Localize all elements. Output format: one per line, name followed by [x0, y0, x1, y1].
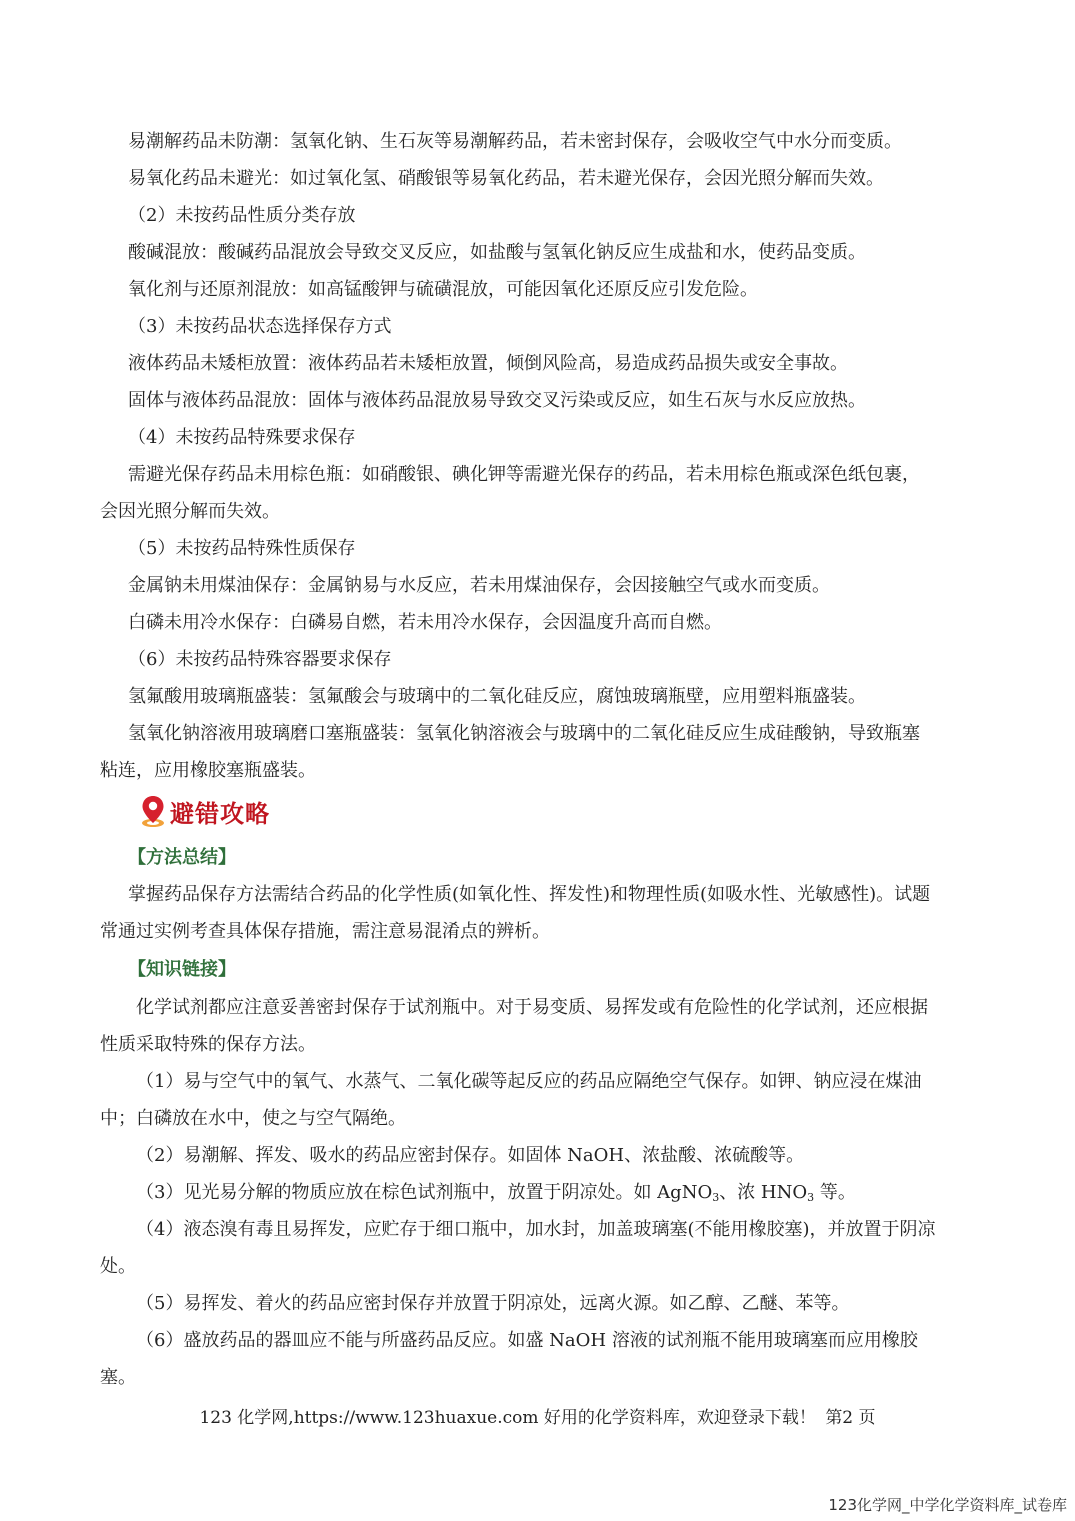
subscript: 3	[807, 1191, 815, 1204]
text-line: 中；白磷放在水中，使之与空气隔绝。	[100, 1108, 406, 1129]
text-line: 易氧化药品未避光：如过氧化氢、硝酸银等易氧化药品，若未避光保存，会因光照分解而失效。	[128, 168, 884, 189]
text-span: 、浓 HNO	[719, 1182, 808, 1203]
text-line: 氢氟酸用玻璃瓶盛装：氢氟酸会与玻璃中的二氧化硅反应，腐蚀玻璃瓶壁，应用塑料瓶盛装。	[128, 686, 866, 707]
text-line	[136, 1181, 856, 1210]
text-line: 塞。	[100, 1367, 136, 1388]
subheading: （4）未按药品特殊要求保存	[128, 427, 356, 448]
text-line: 氧化剂与还原剂混放：如高锰酸钾与硫磺混放，可能因氧化还原反应引发危险。	[128, 279, 758, 300]
text-line: 液体药品未矮柜放置：液体药品若未矮柜放置，倾倒风险高，易造成药品损失或安全事故。	[128, 353, 848, 374]
text-line: （5）易挥发、着火的药品应密封保存并放置于阴凉处，远离火源。如乙醇、乙醚、苯等。	[136, 1293, 850, 1314]
subheading: （2）未按药品性质分类存放	[128, 205, 356, 226]
section-title	[140, 793, 270, 829]
watermark: 123化学网_中学化学资料库_试卷库	[828, 1496, 1067, 1514]
text-line: （1）易与空气中的氧气、水蒸气、二氧化碳等起反应的药品应隔绝空气保存。如钾、钠应浸在煤油	[136, 1071, 922, 1092]
footer-text: 123 化学网,https://www.123huaxue.com 好用的化学资料库，欢迎登录下载！	[199, 1408, 816, 1428]
location-pin-icon	[140, 794, 166, 828]
text-span: （3）见光易分解的物质应放在棕色试剂瓶中，放置于阴凉处。如 AgNO	[136, 1182, 713, 1203]
text-line: 处。	[100, 1256, 136, 1277]
knowledge-heading: 【知识链接】	[128, 959, 236, 980]
section-title-text: 避错攻略	[170, 799, 270, 828]
text-line: 固体与液体药品混放：固体与液体药品混放易导致交叉污染或反应，如生石灰与水反应放热。	[128, 390, 866, 411]
page-number: 第2 页	[825, 1408, 876, 1428]
text-line: 会因光照分解而失效。	[100, 501, 280, 522]
subheading: （3）未按药品状态选择保存方式	[128, 316, 392, 337]
subheading: （5）未按药品特殊性质保存	[128, 538, 356, 559]
subheading: （6）未按药品特殊容器要求保存	[128, 649, 392, 670]
text-span: 等。	[814, 1182, 856, 1203]
text-line: （4）液态溴有毒且易挥发，应贮存于细口瓶中，加水封，加盖玻璃塞(不能用橡胶塞)，并放置于阴凉	[136, 1219, 936, 1240]
page-footer	[0, 1406, 1075, 1430]
method-heading: 【方法总结】	[128, 847, 236, 868]
text-line: （2）易潮解、挥发、吸水的药品应密封保存。如固体 NaOH、浓盐酸、浓硫酸等。	[136, 1145, 805, 1166]
subscript: 3	[712, 1191, 720, 1204]
text-line: 白磷未用冷水保存：白磷易自燃，若未用冷水保存，会因温度升高而自燃。	[128, 612, 722, 633]
text-line: 需避光保存药品未用棕色瓶：如硝酸银、碘化钾等需避光保存的药品，若未用棕色瓶或深色纸包裹，	[128, 464, 920, 485]
text-line: 酸碱混放：酸碱药品混放会导致交叉反应，如盐酸与氢氧化钠反应生成盐和水，使药品变质。	[128, 242, 866, 263]
text-line: 易潮解药品未防潮：氢氧化钠、生石灰等易潮解药品，若未密封保存，会吸收空气中水分而变质。	[128, 131, 902, 152]
text-line: 金属钠未用煤油保存：金属钠易与水反应，若未用煤油保存，会因接触空气或水而变质。	[128, 575, 830, 596]
text-line: 性质采取特殊的保存方法。	[100, 1034, 316, 1055]
text-line: 掌握药品保存方法需结合药品的化学性质(如氧化性、挥发性)和物理性质(如吸水性、光敏感性)。试题	[128, 884, 931, 905]
text-line: 化学试剂都应注意妥善密封保存于试剂瓶中。对于易变质、易挥发或有危险性的化学试剂，还应根据	[136, 997, 928, 1018]
text-line: 粘连，应用橡胶塞瓶盛装。	[100, 760, 316, 781]
text-line: （6）盛放药品的器皿应不能与所盛药品反应。如盛 NaOH 溶液的试剂瓶不能用玻璃塞而应用橡胶	[136, 1330, 918, 1351]
text-line: 氢氧化钠溶液用玻璃磨口塞瓶盛装：氢氧化钠溶液会与玻璃中的二氧化硅反应生成硅酸钠，导致瓶塞	[128, 723, 920, 744]
text-line: 常通过实例考查具体保存措施，需注意易混淆点的辨析。	[100, 921, 550, 942]
